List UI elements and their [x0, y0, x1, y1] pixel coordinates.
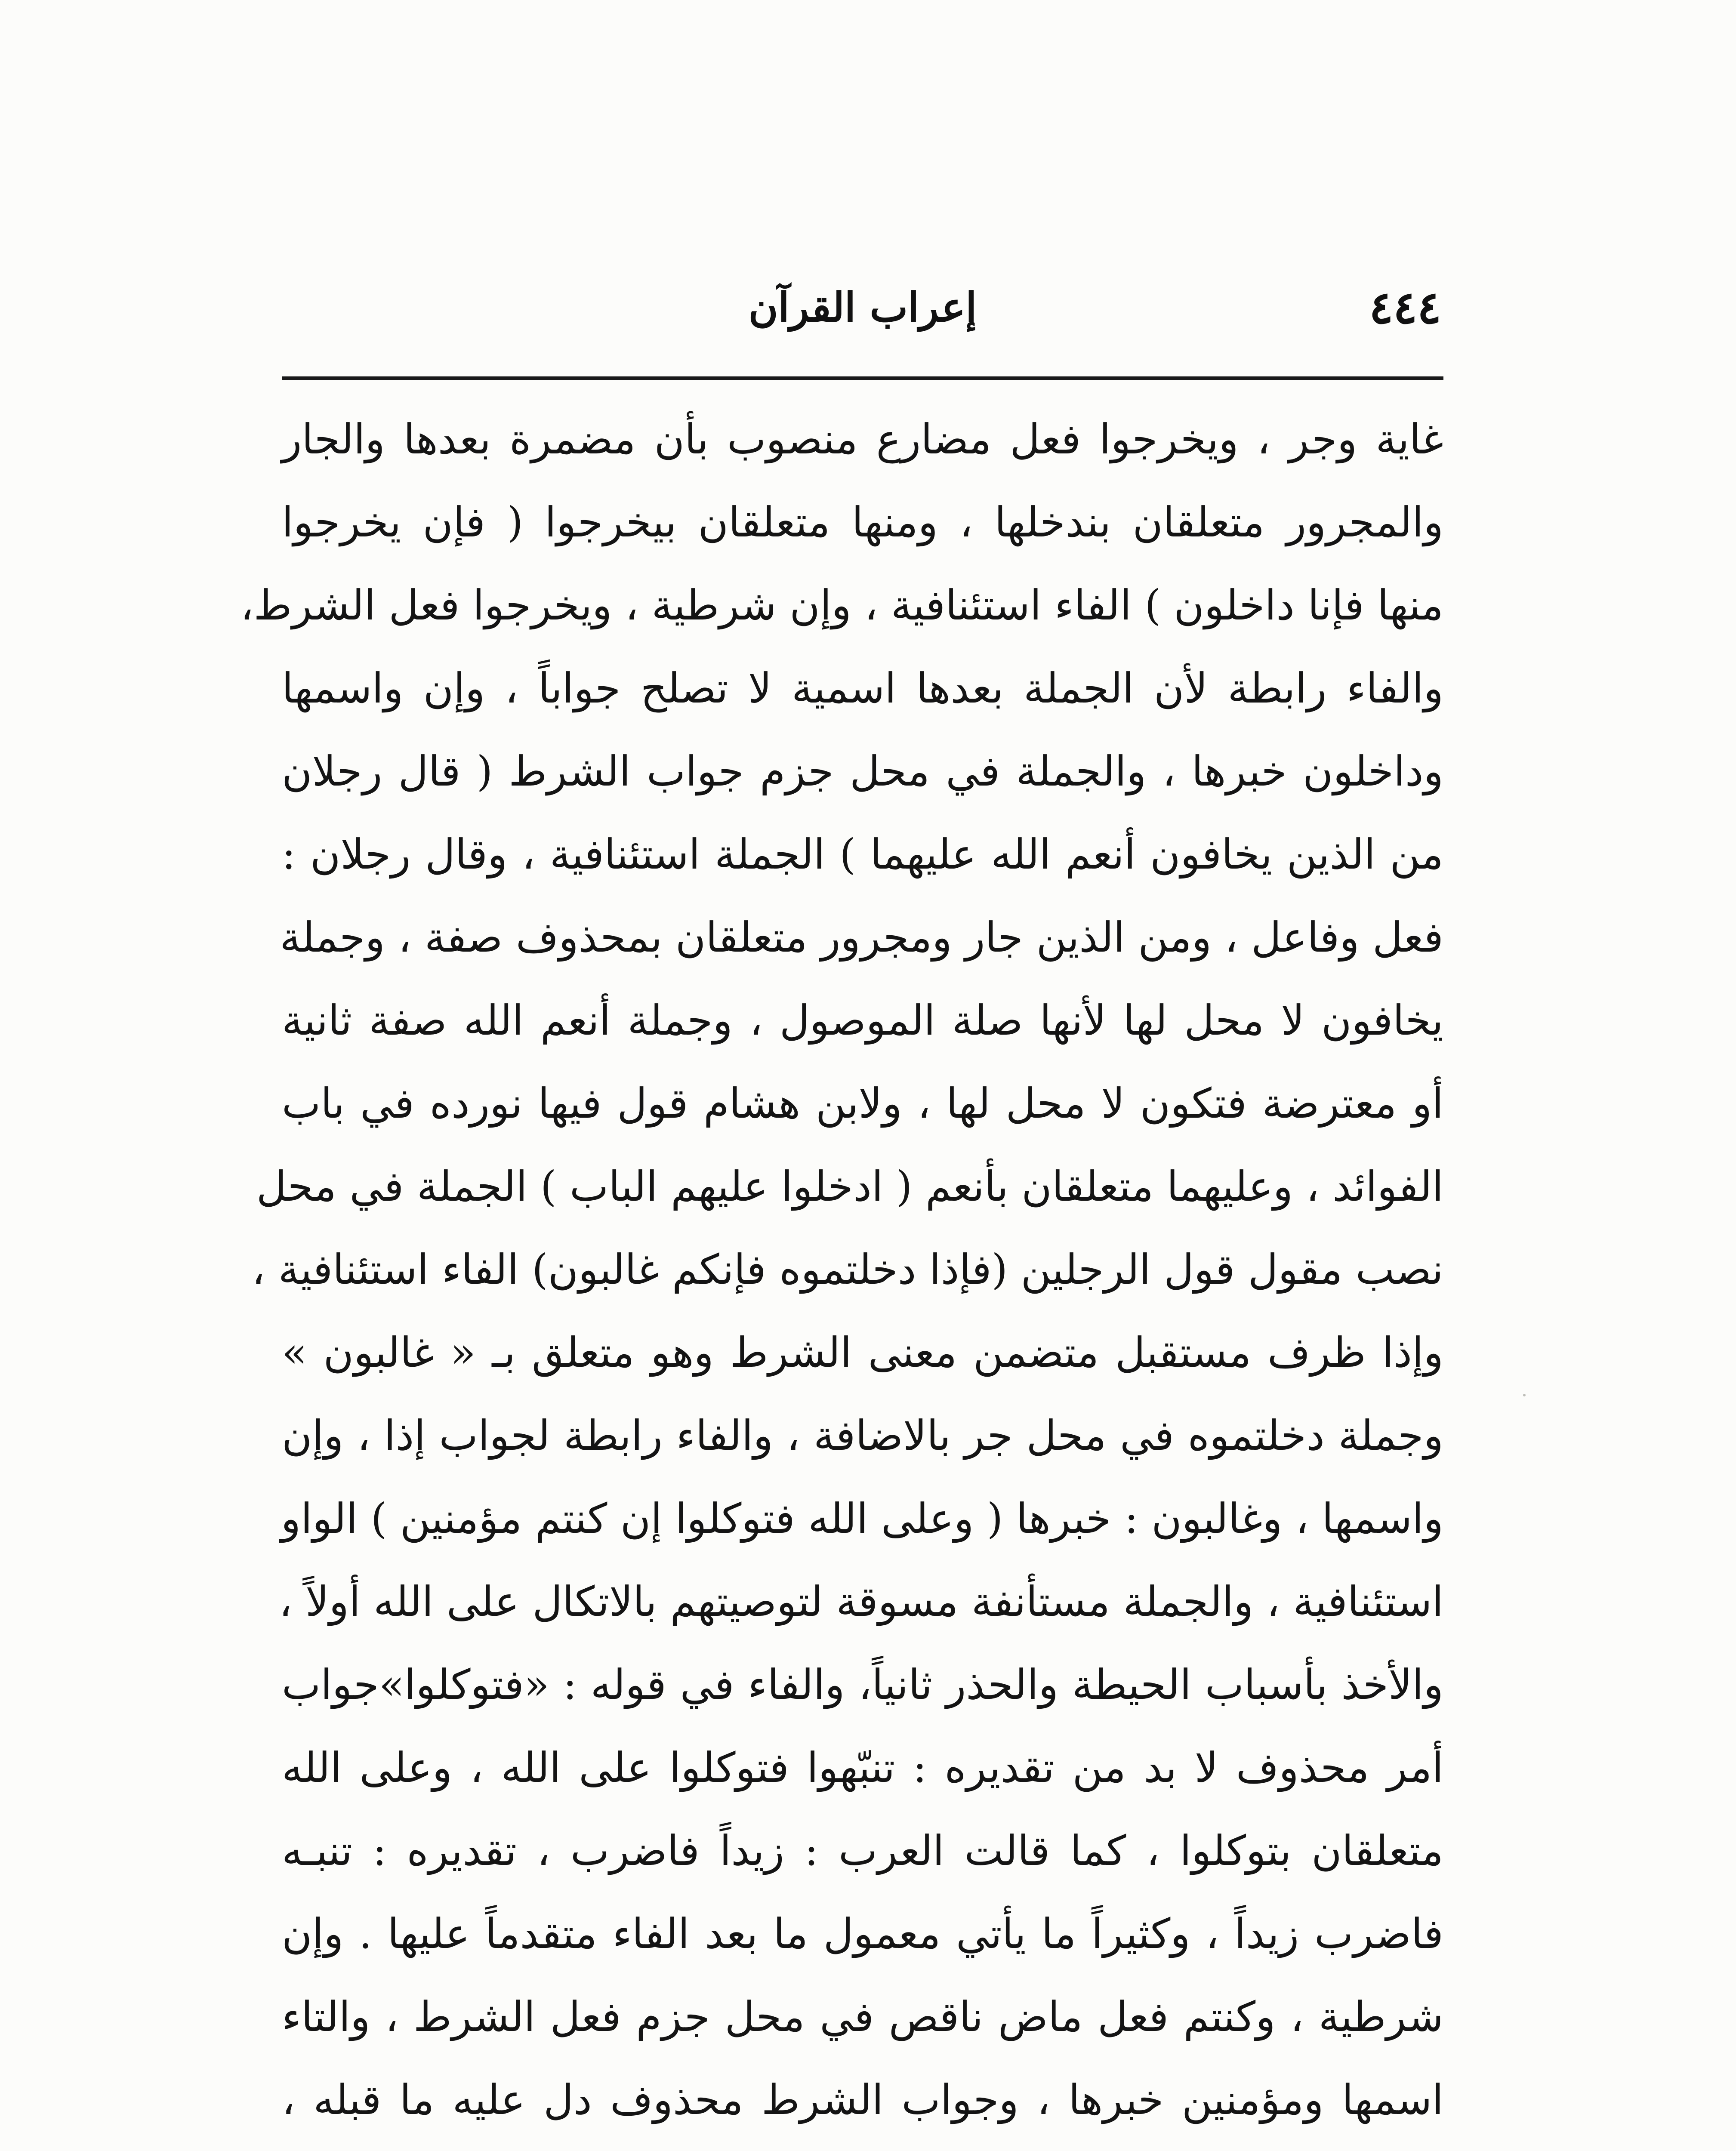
text-line: متعلقان بتوكلوا ، كما قالت العرب : زيداً فاضرب ، تقديره : تنبـه	[282, 1827, 1443, 1875]
text-line: الفوائد ، وعليهما متعلقان بأنعم ( ادخلوا عليهم الباب ) الجملة في محل	[256, 1162, 1443, 1211]
text-line: وجملة دخلتموه في محل جر بالاضافة ، والفاء رابطة لجواب إذا ، وإن	[282, 1411, 1443, 1460]
text-line: وداخلون خبرها ، والجملة في محل جزم جواب الشرط ( قال رجلان	[282, 747, 1443, 795]
text-line: أمر محذوف لا بد من تقديره : تنبّهوا فتوكلوا على الله ، وعلى الله	[282, 1744, 1443, 1792]
page-number: ٤٤٤	[1369, 281, 1441, 334]
text-line: أو معترضة فتكون لا محل لها ، ولابن هشام قول فيها نورده في باب	[282, 1079, 1443, 1128]
text-line: استئنافية ، والجملة مستأنفة مسوقة لتوصيتهم بالاتكال على الله أولاً ،	[279, 1578, 1443, 1626]
text-line: من الذين يخافون أنعم الله عليهما ) الجملة استئنافية ، وقال رجلان :	[282, 830, 1443, 878]
scan-speck	[1523, 1394, 1526, 1396]
text-line: يخافون لا محل لها لأنها صلة الموصول ، وجملة أنعم الله صفة ثانية	[282, 996, 1443, 1045]
text-line: والمجرور متعلقان بندخلها ، ومنها متعلقان بيخرجوا ( فإن يخرجوا	[282, 498, 1443, 546]
text-line: شرطية ، وكنتم فعل ماض ناقص في محل جزم فعل الشرط ، والتاء	[282, 1993, 1443, 2041]
text-line: فاضرب زيداً ، وكثيراً ما يأتي معمول ما بعد الفاء متقدماً عليها . وإن	[282, 1910, 1443, 1958]
text-line: غاية وجر ، ويخرجوا فعل مضارع منصوب بأن مضمرة بعدها والجار	[282, 415, 1443, 463]
text-line	[282, 2142, 1443, 2151]
text-line: وإذا ظرف مستقبل متضمن معنى الشرط وهو متعلق بـ « غالبون »	[282, 1328, 1443, 1377]
text-line: نصب مقول قول الرجلين (فإذا دخلتموه فإنكم غالبون) الفاء استئنافية ،	[252, 1245, 1443, 1294]
running-title: إعراب القرآن	[748, 284, 977, 331]
text-line: والفاء رابطة لأن الجملة بعدها اسمية لا تصلح جواباً ، وإن واسمها	[282, 664, 1443, 712]
text-line: فعل وفاعل ، ومن الذين جار ومجرور متعلقان بمحذوف صفة ، وجملة	[280, 913, 1443, 961]
header-divider	[282, 376, 1443, 380]
text-line: منها فإنا داخلون ) الفاء استئنافية ، وإن شرطية ، ويخرجوا فعل الشرط،	[240, 581, 1443, 629]
body-text	[240, 398, 1443, 2151]
page-header	[284, 275, 1441, 340]
text-line: واسمها ، وغالبون : خبرها ( وعلى الله فتوكلوا إن كنتم مؤمنين ) الواو	[281, 1495, 1443, 1543]
text-line: اسمها ومؤمنين خبرها ، وجواب الشرط محذوف دل عليه ما قبله ،	[282, 2076, 1443, 2124]
text-line: والأخذ بأسباب الحيطة والحذر ثانياً، والفاء في قوله : «فتوكلوا»جواب	[282, 1661, 1443, 1709]
